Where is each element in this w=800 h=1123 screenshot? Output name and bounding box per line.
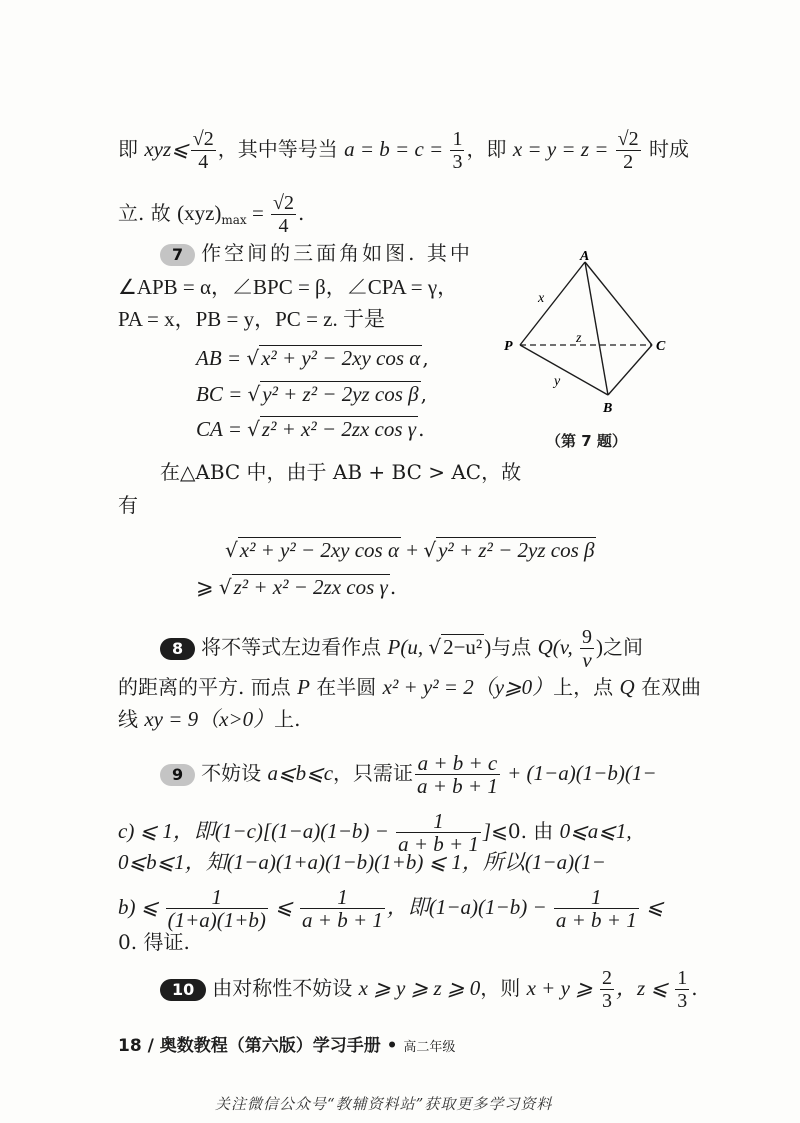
text: 将不等式左边看作点 <box>201 635 388 659</box>
p10-line-1 <box>160 967 698 1012</box>
frac-num: 9 <box>582 626 592 648</box>
text: 在双曲 <box>634 675 702 699</box>
fraction <box>554 886 639 931</box>
frac-den: 4 <box>198 151 209 173</box>
edge-AB <box>585 262 608 395</box>
math-expr: ) <box>596 635 603 659</box>
tetrahedron-figure <box>500 250 680 425</box>
math-expr: BC = <box>196 382 248 406</box>
frac-num: a + b + c <box>415 752 500 775</box>
math-expr: P(u, <box>387 635 429 659</box>
math-expr: a = b = c = <box>344 137 449 161</box>
frac-den: a + b + 1 <box>398 832 479 856</box>
p9-line-1 <box>160 752 657 797</box>
p7-line-3: PA = x，PB = y，PC = z. 于是 <box>118 307 385 331</box>
p8-line-2 <box>118 674 701 700</box>
text: 即 <box>118 137 145 161</box>
radicand: 2−u² <box>443 635 483 659</box>
text-line-1 <box>118 128 689 173</box>
radicand: z² + x² − 2zx cos γ <box>233 575 388 599</box>
problem-number-badge: 9 <box>160 764 195 786</box>
label-A: A <box>580 250 590 264</box>
figure-caption: （第 7 题） <box>546 432 627 450</box>
text: 立. 故 <box>118 201 178 225</box>
text: 线 <box>118 707 145 731</box>
math-expr: b) ⩽ <box>118 895 164 919</box>
math-expr: xyz <box>144 137 172 161</box>
math-expr: ⩽ <box>640 895 664 919</box>
math-expr: CA = <box>196 417 248 441</box>
math-expr: a⩽b⩽c <box>267 761 334 785</box>
label-C: C <box>656 339 666 354</box>
frac-den: 3 <box>602 990 613 1012</box>
text: . <box>389 575 397 599</box>
subscript: max <box>221 213 247 227</box>
text: . <box>691 976 698 1000</box>
text: 的距离的平方. 而点 <box>118 675 298 699</box>
p7-eq-bc: BC = √y² + z² − 2yz cos β , <box>196 382 427 406</box>
math-expr: Q(v, <box>537 635 578 659</box>
math-expr: ⩽ <box>269 895 299 919</box>
math-expr: ⩾ <box>196 575 219 599</box>
fraction <box>675 967 689 1012</box>
frac-den: 3 <box>452 151 463 173</box>
radicand: y² + z² − 2yz cos β <box>438 538 595 562</box>
text: 上，点 <box>553 675 620 699</box>
fraction <box>191 128 216 173</box>
page-footer <box>118 1031 455 1056</box>
math-expr: x² + y² = 2（y⩾0） <box>382 675 554 699</box>
p7-eq-ca: CA = √z² + x² − 2zx cos γ . <box>196 417 425 441</box>
text: ⩽0. 由 <box>491 819 560 843</box>
frac-den: a + b + 1 <box>555 908 637 932</box>
fraction <box>271 192 296 237</box>
math-expr: x + y ⩾ <box>526 976 599 1000</box>
math-expr: x ⩾ y ⩾ z ⩾ 0 <box>358 976 481 1000</box>
frac-den: (1+a)(1+b) <box>167 908 266 932</box>
radicand: y² + z² − 2yz cos β <box>262 382 419 406</box>
grade-label: 高二年级 <box>403 1040 456 1055</box>
p7-line-2: ∠APB = α，∠BPC = β，∠CPA = γ， <box>118 275 459 299</box>
p7-line-1 <box>160 240 473 266</box>
math-expr: = <box>246 201 270 225</box>
text: ，即 <box>466 137 513 161</box>
watermark-text: 关注微信公众号“教辅资料站”获取更多学习资料 <box>215 1095 553 1113</box>
p7-line-4: 在△ABC 中，由于 AB + BC > AC，故 <box>160 460 522 484</box>
text: . <box>298 201 305 225</box>
footer-separator: / <box>141 1036 160 1056</box>
math-expr: AB = <box>196 346 247 370</box>
math-expr: c) ⩽ 1，即(1−c) <box>118 819 263 843</box>
text: 之间 <box>603 635 643 659</box>
label-y: y <box>554 374 561 389</box>
text: 不妨设 <box>201 761 268 785</box>
fraction <box>300 886 385 931</box>
text: 时成 <box>642 137 690 161</box>
frac-den: 3 <box>677 990 688 1012</box>
radicand: x² + y² − 2xy cos α <box>239 538 399 562</box>
fraction <box>580 626 594 671</box>
frac-num: 2 <box>602 967 613 989</box>
math-expr: x = y = z = <box>512 137 614 161</box>
radicand: x² + y² − 2xy cos α <box>261 346 421 370</box>
math-expr: + (1−a)(1−b)(1− <box>501 761 657 785</box>
frac-num: √2 <box>192 128 214 150</box>
page-number: 18 <box>118 1036 142 1056</box>
p8-line-3 <box>118 706 301 732</box>
math-expr: 0⩽a⩽1, <box>559 819 632 843</box>
frac-den: a + b + 1 <box>302 908 383 932</box>
math-expr: ] <box>482 819 492 843</box>
math-expr: ，z ⩽ <box>616 976 674 1000</box>
p7-line-5: 有 <box>118 493 138 517</box>
math-expr: (xyz) <box>177 201 222 225</box>
radicand: z² + x² − 2zx cos γ <box>261 417 417 441</box>
frac-den: a + b + 1 <box>417 774 498 798</box>
label-x: x <box>538 291 545 306</box>
footer-dot: • <box>380 1036 404 1056</box>
p8-line-1: 8 将不等式左边看作点 P(u, √2−u²)与点 Q(v, $\frac{9}{v}$ )之间 <box>160 626 643 671</box>
math-expr: Q <box>619 675 635 699</box>
math-expr: ) <box>484 635 492 659</box>
frac-num: 1 <box>452 128 463 150</box>
text: ，其中等号当 <box>217 137 345 161</box>
edge-PB <box>520 345 608 395</box>
problem-number-badge: 7 <box>160 244 195 266</box>
fraction <box>415 752 500 797</box>
p9-line-3: 0⩽b⩽1，知(1−a)(1+a)(1−b)(1+b) ⩽ 1，所以(1−a)(1− <box>118 850 606 874</box>
frac-num: √2 <box>617 128 639 150</box>
fraction <box>600 967 614 1012</box>
text: 作空间的三面角如图. 其中 <box>201 241 473 265</box>
text: 上. <box>274 707 301 731</box>
label-B: B <box>603 401 613 416</box>
p9-line-5: 0. 得证. <box>118 930 190 954</box>
text: 在半圆 <box>309 675 383 699</box>
p7-eq-ab: AB = √x² + y² − 2xy cos α , <box>196 346 429 370</box>
fraction <box>450 128 464 173</box>
text: ，则 <box>480 976 527 1000</box>
edge-BC <box>608 345 652 395</box>
text: 由对称性不妨设 <box>212 976 359 1000</box>
frac-num: √2 <box>273 192 295 214</box>
math-expr: + <box>400 538 424 562</box>
frac-den: v <box>582 648 592 672</box>
text: ，只需证 <box>333 761 414 785</box>
math-expr: xy = 9（x>0） <box>144 707 275 731</box>
book-title: 奥数教程（第六版）学习手册 <box>159 1036 381 1056</box>
p7-ineq-1: √x² + y² − 2xy cos α + √y² + z² − 2yz cos β <box>225 538 595 562</box>
math-expr: ，即(1−a)(1−b) − <box>386 895 552 919</box>
label-P: P <box>504 339 513 354</box>
text-line-2 <box>118 192 304 237</box>
math-expr: ⩽ <box>171 137 189 161</box>
math-expr: P <box>297 675 310 699</box>
text: 与点 <box>491 635 538 659</box>
frac-den: 2 <box>623 151 634 173</box>
frac-num: 1 <box>554 886 639 909</box>
math-expr: [(1−a)(1−b) − <box>262 819 395 843</box>
label-z: z <box>576 331 582 346</box>
problem-number-badge: 8 <box>160 638 195 660</box>
problem-number-badge: 10 <box>160 979 206 1001</box>
frac-den: 4 <box>278 215 289 237</box>
fraction <box>166 886 268 931</box>
fraction <box>616 128 641 173</box>
frac-num: 1 <box>300 886 385 909</box>
frac-num: 1 <box>677 967 688 989</box>
frac-num: 1 <box>396 810 481 833</box>
frac-num: 1 <box>166 886 268 909</box>
p7-ineq-2: ⩾ √z² + x² − 2zx cos γ . <box>196 575 397 599</box>
edge-AC <box>585 262 652 345</box>
p9-line-4 <box>118 886 664 931</box>
